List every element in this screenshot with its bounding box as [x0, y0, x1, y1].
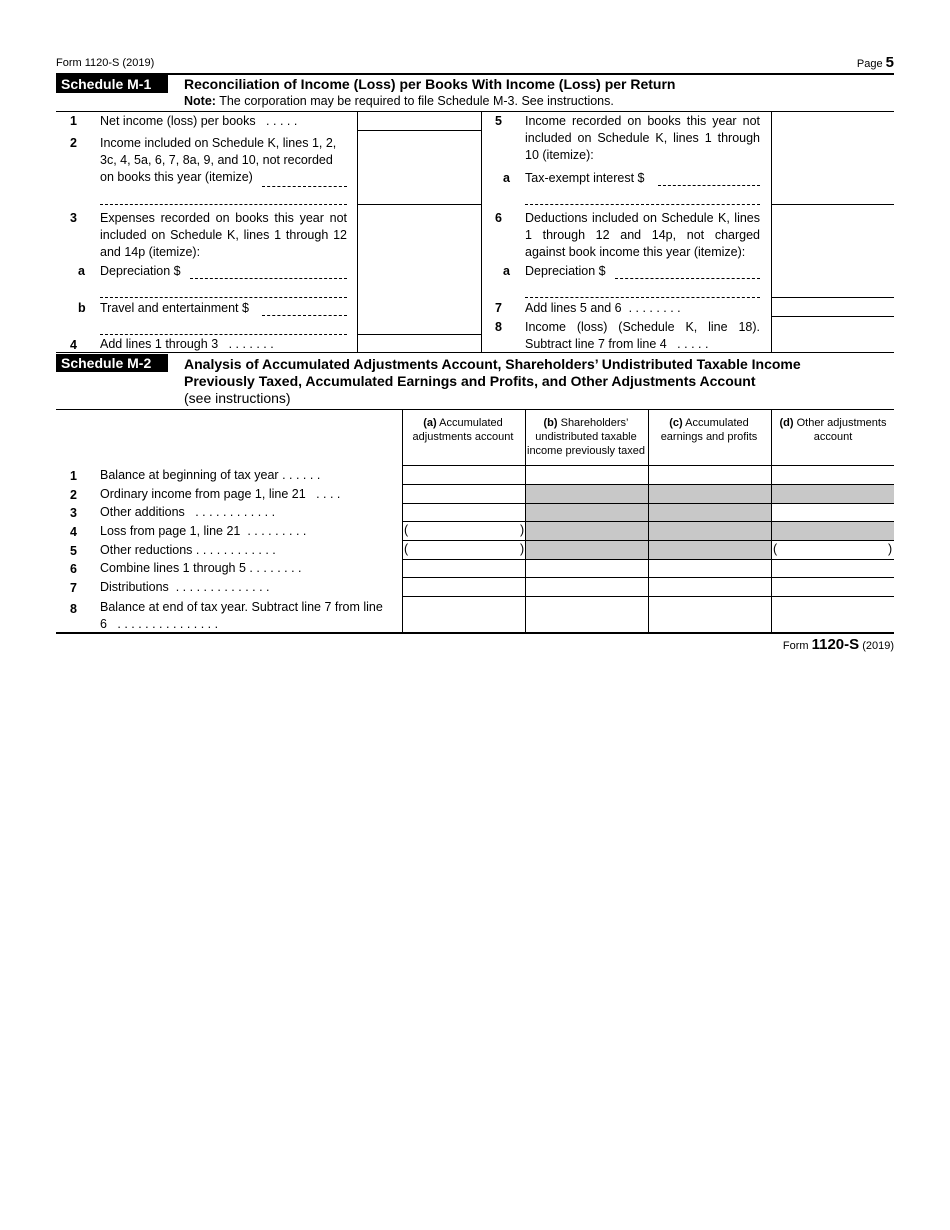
m1-line6-number: 6 — [495, 211, 502, 225]
m1-line3-number: 3 — [70, 211, 77, 225]
top-rule — [56, 73, 894, 75]
m1-header-rule — [56, 111, 894, 112]
m2-shade-b2 — [525, 484, 648, 503]
m1-line7-number: 7 — [495, 301, 502, 315]
m2-row8-text: Balance at end of tax year. Subtract line 7 from line 6 . . . . . . . . . . . . . . . — [100, 600, 383, 631]
m1-line3b-letter: b — [78, 301, 86, 315]
m1-line4-number: 4 — [70, 338, 77, 352]
m2-grid-line-row5-bottom — [402, 559, 894, 560]
m1-right-box-l7-bottom — [771, 316, 894, 317]
m1-left-amount-right-border — [481, 111, 482, 353]
page-number: 5 — [885, 54, 894, 71]
m2-row3-number: 3 — [70, 506, 77, 520]
m1-line5a-letter: a — [503, 171, 510, 185]
m2-shade-c3 — [648, 503, 771, 521]
m2-row4-col-a-close-paren: ) — [520, 523, 525, 537]
form-footer: Form 1120-S (2019) — [782, 636, 894, 653]
m1-left-box-l3-bottom — [357, 334, 481, 335]
m2-header-rule — [56, 409, 894, 410]
m1-line3a-letter: a — [78, 264, 85, 278]
m1-line3a-text: Depreciation $ — [100, 264, 181, 278]
m2-row4-number: 4 — [70, 525, 77, 539]
m2-row8-number: 8 — [70, 602, 77, 616]
page-number-header — [857, 54, 894, 71]
m1-line6-text: Deductions included on Schedule K, lines 1 through 12 and 14p, not charged against book income this year (itemize): — [525, 211, 760, 259]
m2-row6-number: 6 — [70, 562, 77, 576]
m2-grid-line-row2-bottom — [402, 503, 894, 504]
m1-left-amount-left-border — [357, 111, 358, 353]
m1-line6a-text: Depreciation $ — [525, 264, 606, 278]
m2-grid-line-row6-bottom — [402, 577, 894, 578]
m2-row1-number: 1 — [70, 469, 77, 483]
m1-line2-number: 2 — [70, 136, 77, 150]
schedule-m1-note: Note: The corporation may be required to file Schedule M-3. See instructions. — [184, 94, 614, 108]
form-id-header: Form 1120-S (2019) — [56, 57, 155, 69]
m2-column-b-header: (b) Shareholders’ undistributed taxable income previously taxed — [527, 417, 646, 457]
m1-right-box-l5-bottom — [771, 204, 894, 205]
m1-line2-text: Income included on Schedule K, lines 1, 2, 3c, 4, 5a, 6, 7, 8a, 9, and 10, not recorded on books this year (itemize) — [100, 136, 337, 184]
schedule-m2-label: Schedule M-2 — [56, 354, 168, 372]
m2-row7-number: 7 — [70, 581, 77, 595]
m1-line7-text: Add lines 5 and 6 . . . . . . . . — [525, 301, 681, 315]
m1-line5-number: 5 — [495, 114, 502, 128]
m2-shade-c4 — [648, 521, 771, 540]
m1-line3b-text: Travel and entertainment $ — [100, 301, 249, 315]
schedule-m2-title-line3: (see instructions) — [184, 390, 291, 406]
m2-grid-line-header-bottom — [402, 465, 894, 466]
m2-row2-text: Ordinary income from page 1, line 21 . . . . — [100, 487, 341, 501]
m2-row1-text: Balance at beginning of tax year . . . . . . — [100, 468, 321, 482]
m2-row5-number: 5 — [70, 544, 77, 558]
m1-line3a-entry[interactable] — [190, 278, 347, 279]
m2-column-c-header: (c) Accumulated earnings and profits — [660, 417, 758, 443]
m1-right-box-l6-bottom — [771, 297, 894, 298]
m2-column-a-header: (a) Accumulated adjustments account — [412, 417, 514, 443]
m2-row5-col-a-open-paren: ( — [404, 542, 409, 556]
m2-row5-text: Other reductions . . . . . . . . . . . . — [100, 543, 276, 557]
m2-shade-b4 — [525, 521, 648, 540]
m1-line5a-entry-b[interactable] — [525, 204, 760, 205]
m2-grid-line-row7-bottom — [402, 596, 894, 597]
m1-line1-text: Net income (loss) per books . . . . . — [100, 114, 298, 128]
m2-row3-text: Other additions . . . . . . . . . . . . — [100, 505, 276, 519]
m1-line1-number: 1 — [70, 114, 77, 128]
m2-row4-col-a-open-paren: ( — [404, 523, 409, 537]
m1-line3b-entry[interactable] — [262, 315, 347, 316]
m2-row7-text: Distributions . . . . . . . . . . . . . . — [100, 580, 270, 594]
m1-line8-text: Income (loss) (Schedule K, line 18). Subtract line 7 from line 4 . . . . . — [525, 320, 760, 351]
m1-line5-text: Income recorded on books this year not included on Schedule K, lines 1 through 10 (itemize): — [525, 114, 760, 162]
m2-row5-col-d-close-paren: ) — [888, 542, 893, 556]
m1-line2-entry-a[interactable] — [262, 186, 347, 187]
m2-grid-line-row1-bottom — [402, 484, 894, 485]
m2-row4-text: Loss from page 1, line 21 . . . . . . . . . — [100, 524, 307, 538]
m1-line5a-text: Tax-exempt interest $ — [525, 171, 645, 185]
m1-left-box-l2-bottom — [357, 204, 481, 205]
m2-shade-b3 — [525, 503, 648, 521]
m1-line6a-entry[interactable] — [615, 278, 760, 279]
schedule-m2-title-line1: Analysis of Accumulated Adjustments Account, Shareholders’ Undistributed Taxable Income — [184, 356, 801, 372]
page-label: Page — [856, 58, 883, 70]
schedule-m1-label: Schedule M-1 — [56, 75, 168, 93]
m2-grid-line-row4-bottom — [402, 540, 894, 541]
m1-line6a-letter: a — [503, 264, 510, 278]
m2-row5-col-a-close-paren: ) — [520, 542, 525, 556]
m2-shade-c5 — [648, 540, 771, 559]
m1-bottom-rule — [56, 352, 894, 353]
m1-line8-number: 8 — [495, 320, 502, 334]
m2-row6-text: Combine lines 1 through 5 . . . . . . . . — [100, 561, 302, 575]
m2-row2-number: 2 — [70, 488, 77, 502]
m2-shade-b5 — [525, 540, 648, 559]
m1-left-box-l1-bottom — [357, 130, 481, 131]
m2-shade-d4 — [771, 521, 894, 540]
m2-grid-line-row3-bottom — [402, 521, 894, 522]
m1-line5a-entry[interactable] — [658, 185, 760, 186]
m1-line4-text: Add lines 1 through 3 . . . . . . . — [100, 337, 274, 351]
m1-line3-text: Expenses recorded on books this year not included on Schedule K, lines 1 through 12 and 14p (itemize): — [100, 211, 347, 259]
m1-line6a-entry-b[interactable] — [525, 297, 760, 298]
m2-row5-col-d-open-paren: ( — [773, 542, 778, 556]
m1-line2-entry-b[interactable] — [100, 204, 347, 205]
schedule-m2-title-line2: Previously Taxed, Accumulated Earnings and Profits, and Other Adjustments Account — [184, 373, 756, 389]
m1-line3b-entry-b[interactable] — [100, 334, 347, 335]
m2-shade-d2 — [771, 484, 894, 503]
m1-line3a-entry-b[interactable] — [100, 297, 347, 298]
m2-shade-c2 — [648, 484, 771, 503]
schedule-m1-title: Reconciliation of Income (Loss) per Books With Income (Loss) per Return — [184, 76, 676, 92]
m2-column-d-header: (d) Other adjustments account — [779, 417, 887, 443]
